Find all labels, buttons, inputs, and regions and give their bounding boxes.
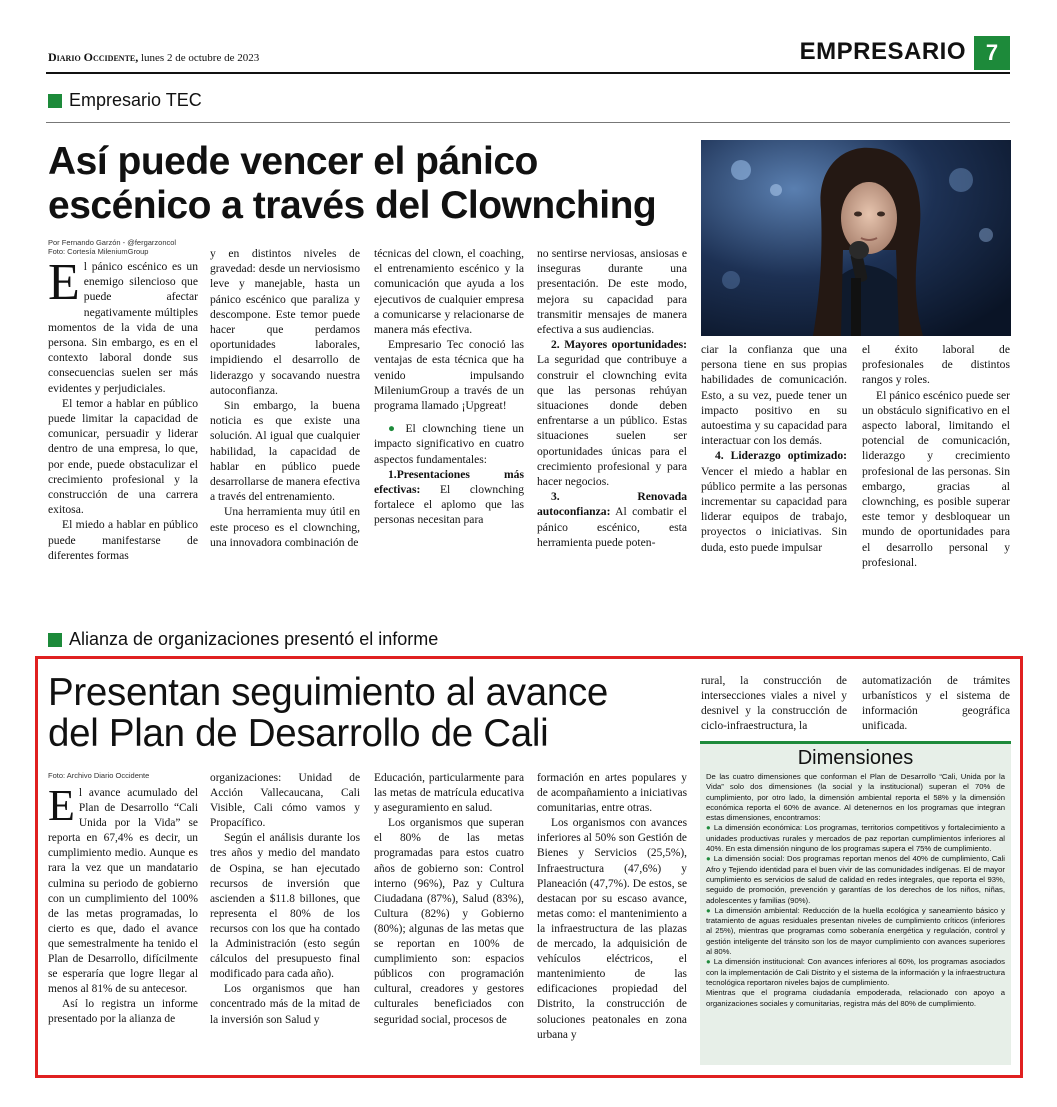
photo-credit: Foto: Cortesía MileniumGroup (48, 247, 149, 256)
sidebar-item-text: La dimensión social: Dos programas reportan menos del 40% de cumplimiento, Cali Afro y Tejiendo identidad para el buen vivir de las comunidades indígenas. El de mayor cumplimiento es servicios de salud de calidad en redes integrales, que reporta el 93%, seguido de promoción, prevención y garantías de los derechos de los niños, niñas, adolescentes y familias (90%). (706, 854, 1005, 905)
bullet-icon: ● (706, 905, 712, 915)
article2-column-2 (210, 771, 360, 1066)
article1-column-1 (48, 259, 198, 614)
masthead-line (48, 50, 259, 65)
paragraph: El pánico escénico puede ser un obstáculo significativo en el aspecto laboral, limitando el potencial de comunicación, liderazgo y crecimiento profesional de las personas. Sin embargo, gracias al clownching, es posible superar este temor y desbloquear un mundo de oportunidades para el desarrollo personal y profesional. (862, 388, 1010, 569)
bullet-icon: ● (388, 422, 399, 436)
article1-column-2 (210, 246, 360, 614)
bullet-icon: ● (706, 854, 712, 864)
woman-with-microphone-image (701, 140, 1011, 336)
kicker-rule (46, 122, 1010, 123)
article2-column-3 (374, 771, 524, 1066)
article2-photo-credit: Foto: Archivo Diario Occidente (48, 771, 150, 780)
article1-column-3 (374, 246, 524, 614)
article2-column-4 (537, 771, 687, 1066)
paragraph: El miedo a hablar en público puede manifestarse de diferentes formas (48, 518, 198, 562)
sidebar-item (706, 854, 1005, 905)
paragraph: ciar la confianza que una persona tiene en sus propias habilidades de comunicación. Esto, a su vez, puede tener un impacto positivo en su autoestima y su capacidad para interactuar con los demás. (701, 343, 847, 448)
headline-line: del Plan de Desarrollo de Cali (48, 712, 549, 755)
headline-line: Así puede vencer el pánico (48, 140, 538, 183)
dimensiones-sidebar (700, 741, 1011, 1065)
sidebar-item-text: La dimensión económica: Los programas, territorios competitivos y fortalecimiento a unidades productivas rurales y mercados de paz reportan cumplimientos inferiores al 40%. En esta dimensión ninguno de los programas supera el 75% de cumplimiento. (706, 823, 1005, 854)
paragraph: rural, la construcción de intersecciones viales a nivel y desnivel y la construcción de ciclo-infraestructura, la (701, 675, 847, 733)
point-heading: 1.Presentaciones más efectivas: (374, 467, 524, 497)
article2-column-6-top (862, 674, 1010, 738)
point-heading: 2. Mayores oportunidades: (551, 338, 687, 352)
issue-date: lunes 2 de octubre de 2023 (140, 52, 260, 64)
paragraph: automatización de trámites urbanísticos y el sistema de información geográfica unificada. (862, 675, 1010, 733)
point-heading: 3. Renovada autoconfianza: (537, 490, 687, 519)
paragraph: Una herramienta muy útil en este proceso es el clownching, una innovadora combinación de (210, 505, 360, 549)
green-square-icon (48, 633, 62, 647)
paragraph: l pánico escénico es un enemigo silencioso que puede afectar negativamente múltiples momentos de la vida de una persona. Sin embargo, es en el contexto laboral donde sus consecuencias suelen ser más evidentes y perjudiciales. (48, 260, 198, 395)
article1-column-5 (701, 342, 847, 614)
paragraph: Empresario Tec conoció las ventajas de esta técnica que ha venido impulsando MileniumGroup a través de un programa llamado ¡Upgreat! (374, 338, 524, 413)
bullet-icon: ● (706, 823, 712, 833)
article1-kicker (48, 90, 202, 111)
article2-headline (48, 672, 688, 754)
green-square-icon (48, 94, 62, 108)
section-name: EMPRESARIO (799, 38, 966, 65)
paragraph: La seguridad que contribuye a construir el clownching evita que las personas rehúyan situaciones donde deben enfrentarse a un público. Estas situaciones suelen ser oportunidades únicas para el crecimiento profesional y para hacer negocios. (537, 353, 687, 489)
paragraph: Al combatir el pánico escénico, esta herramienta puede poten- (537, 505, 687, 549)
paragraph: técnicas del clown, el coaching, el entrenamiento escénico y la comunicación que ayuda a los ejecutivos de cualquier empresa a comunicarse y relacionarse de manera más efectiva. (374, 247, 524, 337)
paragraph: Educación, particularmente para las metas de matrícula educativa y aseguramiento en salud. (374, 772, 524, 815)
dropcap: E (48, 786, 75, 830)
sidebar-item-text: La dimensión ambiental: Reducción de la huella ecológica y saneamiento básico y tratamiento de aguas residuales presentan niveles de cumplimiento críticos (inferiores al 25%), mientras que programas como soberanía energética y regulación, control y gestión inteligente del tránsito son los de mayor cumplimiento con avances superiores al 80%. (706, 905, 1005, 957)
article1-headline (48, 140, 688, 228)
dropcap: E (48, 259, 80, 311)
paragraph: formación en artes populares y de acompañamiento a iniciativas comunitarias, entre otras. (537, 772, 687, 815)
point-heading: 4. Liderazgo optimizado: (715, 449, 847, 463)
header-rule (46, 72, 1010, 74)
paragraph: l avance acumulado del Plan de Desarrollo “Cali Unida por la Vida” se reporta en 67,4% es decir, un cumplimiento medio. Aunque es rara la vez que un mandatario culmina su periodo de gobierno con un cumplimiento del 100% de las metas programadas, lo cierto es que, dado el avance que semestralmente ha tenido el Plan de Desarrollo, difícilmente se esperaría que logre llegar al menos al 81% de su antecesor. (48, 787, 198, 996)
sidebar-title: Dimensiones (797, 747, 914, 769)
article2-column-5-top (701, 674, 847, 738)
paragraph: organizaciones: Unidad de Acción Vallecaucana, Cali Visible, Cali cómo vamos y Propacífico. (210, 772, 360, 830)
sidebar-item (706, 823, 1005, 854)
paragraph: El temor a hablar en público puede limitar la capacidad de comunicar, persuadir y liderar dentro de una empresa, lo que, por ende, puede obstaculizar el crecimiento profesional y la construcción de una carrera exitosa. (48, 396, 198, 517)
page-number: 7 (974, 36, 1010, 70)
paragraph: Sin embargo, la buena noticia es que existe una solución. Al igual que cualquier habilidad, la capacidad de hablar en público puede desarrollarse de manera efectiva a través del entrenamiento. (210, 399, 360, 504)
headline-line: escénico a través del Clownching (48, 184, 657, 227)
author-credit: Por Fernando Garzón - @fergarzoncol (48, 238, 177, 247)
paragraph: Los organismos que superan el 80% de las metas programadas para estos cuatro años de gobierno son: Control interno (96%), Paz y Cultura Ciudadana (87%), Salud (83%), Cultura (82%) y Gobierno (80%); algunas de las metas que se reportan en 100% de cumplimiento son: espacios públicos con programación cultural, creadores y gestores culturales beneficiados con seguridad social, procesos de (374, 817, 524, 1026)
article1-column-4 (537, 246, 687, 614)
paragraph: Vencer el miedo a hablar en público permite a las personas incrementar su capacidad para liderar equipos de trabajo, proyectos o iniciativas. Sin duda, esto puede impulsar (701, 464, 847, 554)
paragraph: Así lo registra un informe presentado por la alianza de (48, 998, 198, 1026)
bullet-icon: ● (706, 957, 712, 967)
paragraph: El clownching tiene un impacto significativo en cuatro aspectos fundamentales: (374, 422, 524, 466)
article2-kicker (48, 629, 438, 650)
page-header (46, 36, 1010, 72)
paragraph: El clownching fortalece el aplomo que las personas necesitan para (374, 483, 524, 527)
article1-byline (48, 238, 176, 256)
sidebar-intro: De las cuatro dimensiones que conforman el Plan de Desarrollo “Cali, Unida por la Vida” solo dos dimensiones (la social y la institucional) superan el 70% de cumplimiento, por otro lado, la dimensión ambiental reporta el 58% y la dimensión económica reporta el 60% de avance. Al detenernos en los programas que integran estas dimensiones, encontramos: (706, 772, 1005, 823)
article1-photo (701, 140, 1011, 336)
paragraph: el éxito laboral de profesionales de distintos rangos y roles. (862, 343, 1010, 387)
paragraph: Los organismos con avances inferiores al 50% son Gestión de Bienes y Servicios (25,5%), Infraestructura (47,6%) y Planeación (47,7%). De estos, se destacan por su escaso avance, metas como: el mantenimiento a la infraestructura de las plazas de mercado, la adquisición de vehículos eléctricos, el mantenimiento de las edificaciones propiedad del Distrito, la construcción de soluciones peatonales en zona urbana y (537, 817, 687, 1041)
article1-column-6 (862, 342, 1010, 614)
sidebar-item (706, 957, 1005, 988)
article2-column-1 (48, 786, 198, 1066)
paragraph: Según el análisis durante los tres años y medio del mandato de Ospina, se han ejecutado recursos de inversión que ascienden a $11.8 billones, que representa el 80% de los recursos con los que ha contado la Administración (esto según cálculos del presupuesto final modificado para cada año). (210, 832, 360, 981)
paragraph: y en distintos niveles de gravedad: desde un nerviosismo leve y manejable, hasta un pánico escénico que paraliza y descompone. Este temor puede hacer que perdamos oportunidades laborales, impidiendo el desarrollo de liderazgo y socavando nuestra autoconfianza. (210, 247, 360, 397)
paragraph: Los organismos que han concentrado más de la mitad de la inversión son Salud y (210, 983, 360, 1026)
sidebar-outro: Mientras que el programa ciudadanía empoderada, relacionado con apoyo a organizaciones sociales y comunitarias, registra más del 80% de cumplimiento. (706, 988, 1005, 1008)
paragraph: no sentirse nerviosas, ansiosas e inseguras durante una presentación. De este modo, mejora su capacidad para transmitir mensajes de manera efectiva a sus audiencias. (537, 247, 687, 337)
headline-line: Presentan seguimiento al avance (48, 671, 609, 714)
article2-kicker-text: Alianza de organizaciones presentó el informe (69, 629, 439, 649)
article1-kicker-text: Empresario TEC (69, 90, 202, 110)
sidebar-item (706, 906, 1005, 957)
newspaper-name: Diario Occidente, (48, 50, 139, 64)
sidebar-item-text: La dimensión institucional: Con avances inferiores al 60%, los programas asociados con la implementación de Cali Distrito y el sistema de la información y la infraestructura tecnológica reportaron niveles bajos de cumplimiento. (706, 957, 1005, 987)
